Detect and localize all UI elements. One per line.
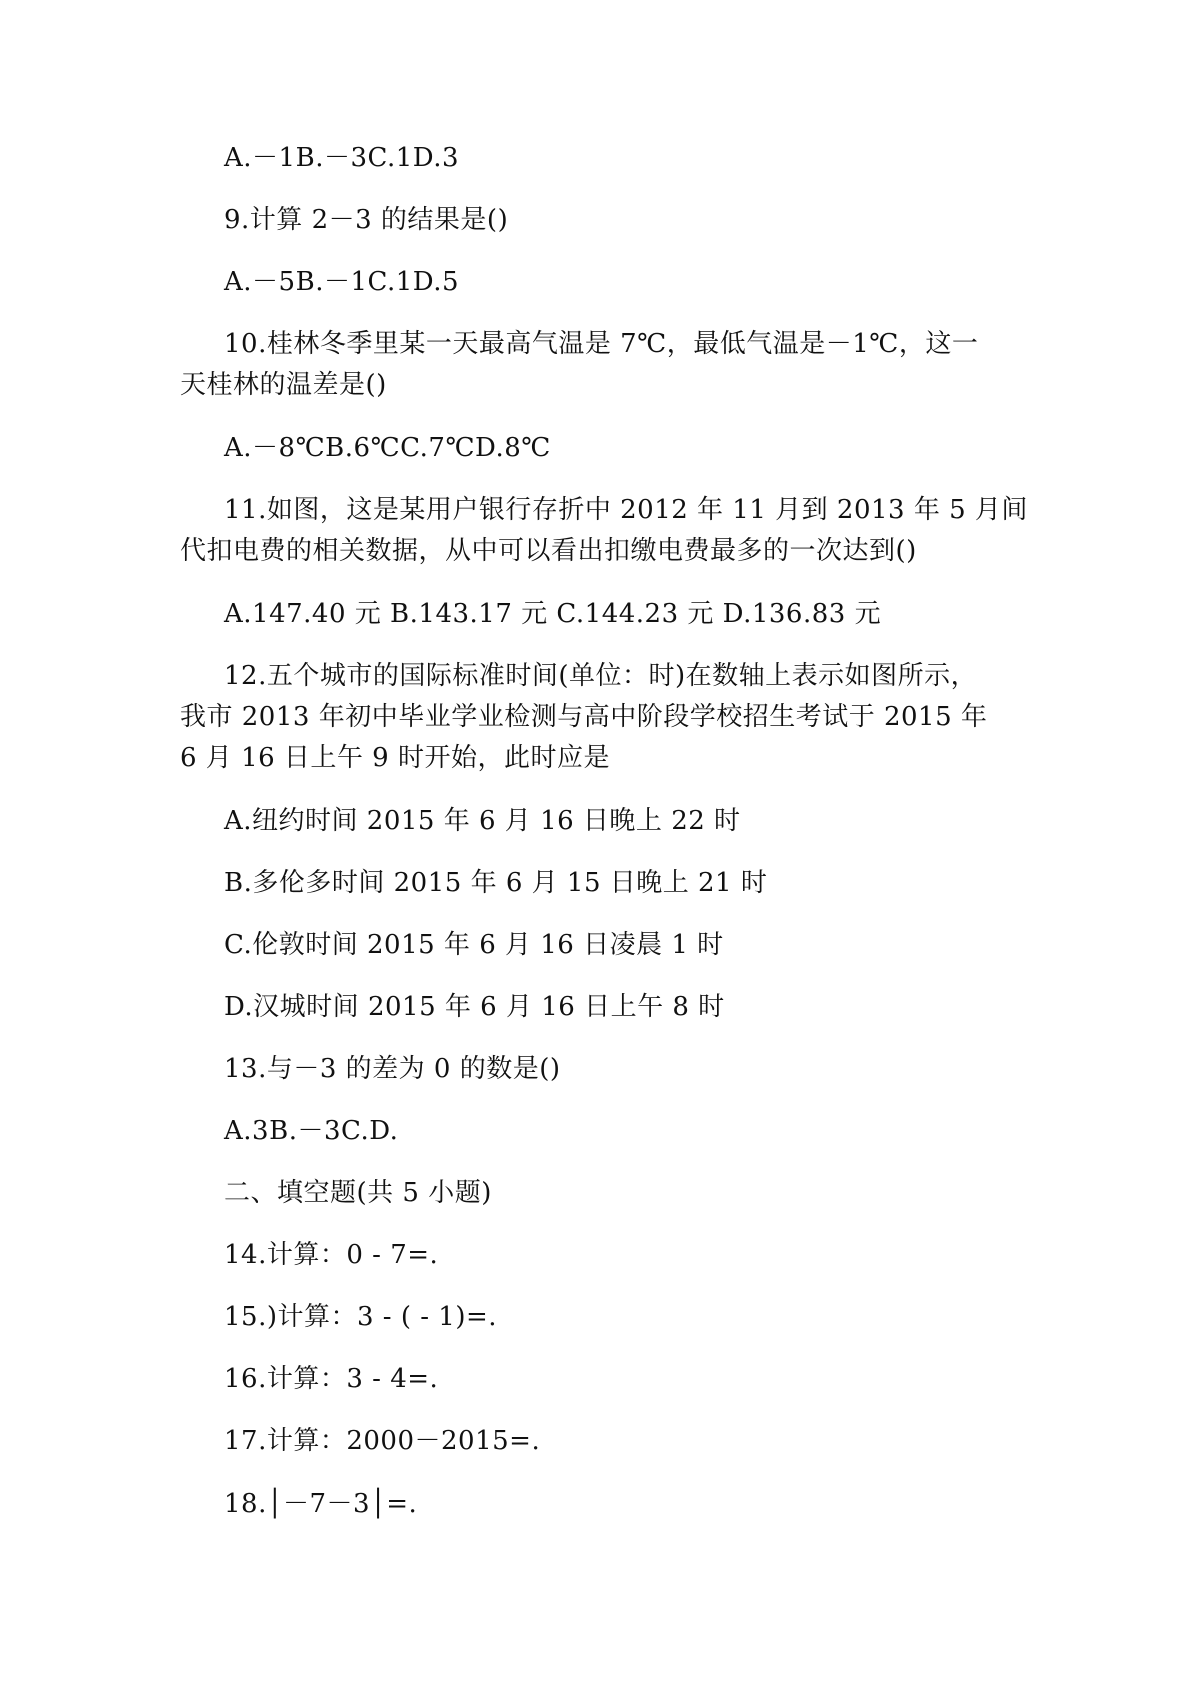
q12-option-a: A.纽约时间 2015 年 6 月 16 日晚上 22 时 [224, 806, 741, 836]
q11-stem-line2: 代扣电费的相关数据，从中可以看出扣缴电费最多的一次达到() [180, 536, 917, 566]
q15: 15.)计算：3 - ( - 1)=. [224, 1302, 498, 1332]
q11-options: A.147.40 元 B.143.17 元 C.144.23 元 D.136.83 元 [224, 599, 882, 629]
q18: 18.│－7－3│=. [224, 1489, 418, 1519]
section-heading: 二、填空题(共 5 小题) [224, 1178, 492, 1208]
q12-stem-line2: 我市 2013 年初中毕业学业检测与高中阶段学校招生考试于 2015 年 [180, 702, 988, 732]
q16: 16.计算：3 - 4=. [224, 1364, 439, 1394]
q11-stem-line1: 11.如图，这是某用户银行存折中 2012 年 11 月到 2013 年 5 月间 [224, 495, 1028, 525]
q13-stem: 13.与－3 的差为 0 的数是() [224, 1054, 561, 1084]
q12-option-b: B.多伦多时间 2015 年 6 月 15 日晚上 21 时 [224, 868, 768, 898]
q12-option-c: C.伦敦时间 2015 年 6 月 16 日凌晨 1 时 [224, 930, 724, 960]
q10-stem-line2: 天桂林的温差是() [180, 370, 387, 400]
q14: 14.计算：0 - 7=. [224, 1240, 439, 1270]
q9-options: A.－5B.－1C.1D.5 [224, 267, 459, 297]
q12-stem-line1: 12.五个城市的国际标准时间(单位：时)在数轴上表示如图所示， [224, 661, 978, 691]
q12-option-d: D.汉城时间 2015 年 6 月 16 日上午 8 时 [224, 992, 725, 1022]
q13-options: A.3B.－3C.D. [224, 1116, 399, 1146]
q8-options: A.－1B.－3C.1D.3 [224, 143, 459, 173]
q12-stem-line3: 6 月 16 日上午 9 时开始，此时应是 [180, 743, 610, 773]
q9-stem: 9.计算 2－3 的结果是() [224, 205, 509, 235]
q10-stem-line1: 10.桂林冬季里某一天最高气温是 7℃，最低气温是－1℃，这一 [224, 329, 979, 359]
q17: 17.计算：2000－2015=. [224, 1426, 541, 1456]
q10-options: A.－8℃B.6℃C.7℃D.8℃ [224, 433, 551, 463]
